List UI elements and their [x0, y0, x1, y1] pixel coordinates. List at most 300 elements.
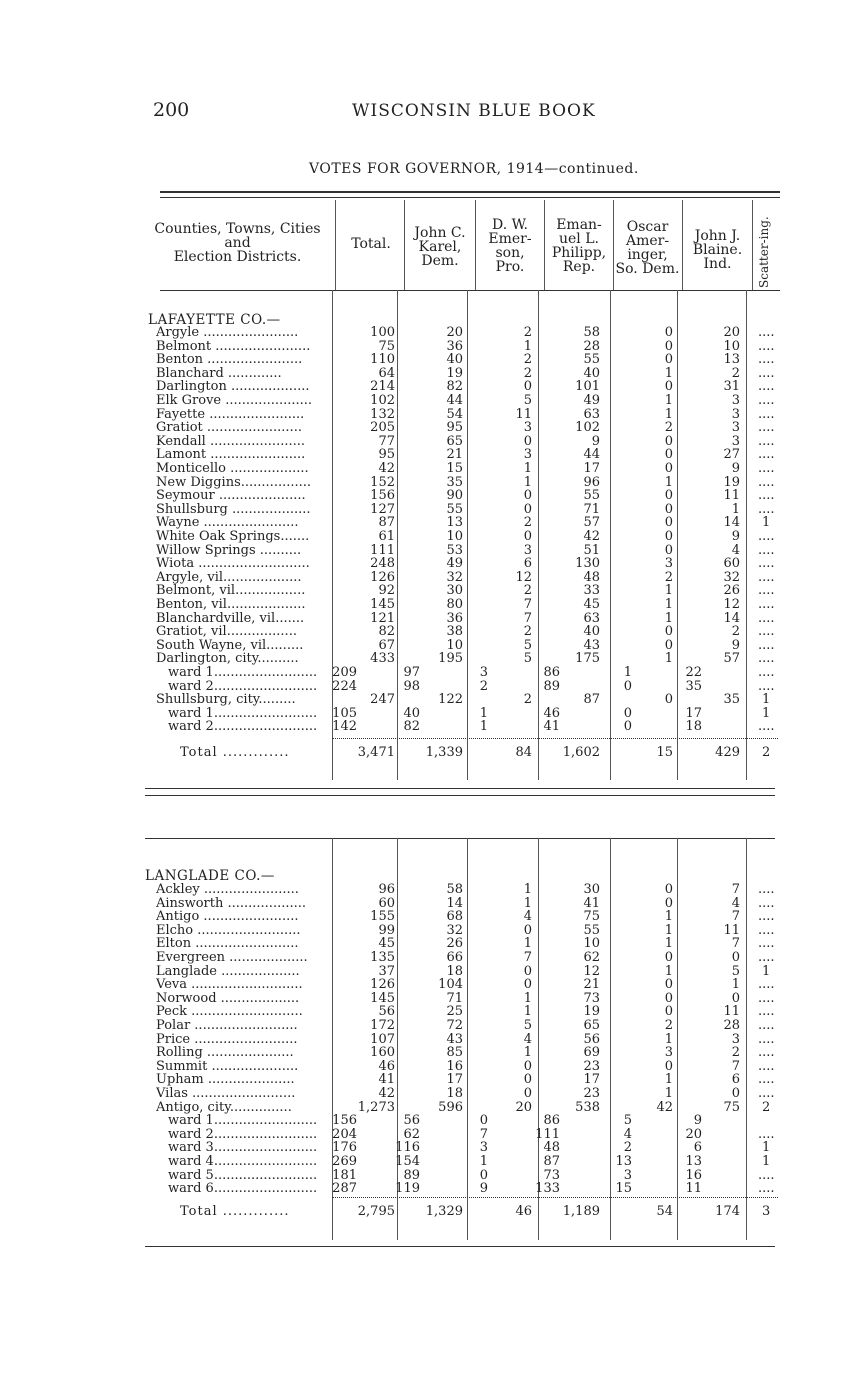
cell-scattering: ....: [758, 1031, 775, 1047]
county-name: LAFAYETTE CO.—: [148, 312, 281, 328]
cell-total: 45: [378, 936, 395, 952]
cell-emerson: 7: [523, 950, 532, 965]
cell-total: 127: [370, 501, 395, 517]
cell-blaine: 5: [731, 963, 740, 979]
cell-blaine: 11: [723, 1004, 740, 1020]
column-header-districts: [145, 222, 330, 264]
column-header-line: John C.: [414, 225, 466, 241]
cell-total: 145: [370, 990, 395, 1006]
cell-ameringer: 0: [664, 461, 673, 476]
total-row: [0, 746, 859, 760]
cell-philipp: 87: [583, 692, 600, 708]
cell-ameringer: 1: [664, 583, 673, 599]
column-header-line: Karel,: [418, 239, 462, 255]
cell-philipp: 19: [583, 1004, 600, 1020]
cell-emerson: 0: [523, 488, 532, 504]
column-header-line: Amer-: [625, 233, 670, 249]
cell-ameringer: 42: [656, 1099, 673, 1115]
cell-karel: 62: [403, 1126, 420, 1142]
cell-ameringer: 0: [664, 950, 673, 965]
cell-karel: 1,329: [425, 1204, 463, 1219]
cell-blaine: 17: [685, 705, 702, 721]
cell-total: 41: [378, 1072, 395, 1088]
district-name: Evergreen ...................: [156, 951, 308, 965]
cell-ameringer: 1: [664, 1072, 673, 1088]
cell-emerson: 4: [523, 909, 532, 925]
cell-emerson: 1: [479, 1154, 488, 1169]
cell-ameringer: 0: [664, 882, 673, 897]
cell-scattering: ....: [758, 1045, 775, 1061]
cell-scattering: ....: [758, 990, 775, 1006]
cell-karel: 25: [446, 1004, 463, 1020]
cell-total: 126: [370, 977, 395, 993]
cell-philipp: 30: [583, 882, 600, 897]
cell-emerson: 0: [523, 379, 532, 395]
cell-ameringer: 1: [664, 1086, 673, 1101]
district-name: Elton .........................: [156, 937, 299, 952]
cell-scattering: ....: [758, 393, 775, 408]
cell-karel: 53: [446, 542, 463, 558]
cell-blaine: 16: [685, 1167, 702, 1183]
cell-philipp: 96: [583, 474, 600, 490]
cell-philipp: 17: [583, 461, 600, 476]
cell-scattering: ....: [758, 583, 775, 599]
cell-scattering: 1: [762, 692, 771, 708]
cell-ameringer: 1: [664, 936, 673, 952]
cell-blaine: 20: [685, 1126, 702, 1142]
table-row: [0, 666, 859, 680]
cell-total: 42: [378, 461, 395, 476]
table-row: [0, 1114, 859, 1128]
cell-ameringer: 0: [664, 352, 673, 368]
district-name: Antigo .......................: [156, 910, 299, 925]
cell-blaine: 31: [723, 379, 740, 395]
cell-philipp: 101: [575, 379, 600, 395]
cell-scattering: 1: [762, 705, 771, 721]
cell-total: 2,795: [357, 1204, 395, 1219]
cell-karel: 32: [446, 569, 463, 585]
district-name: Benton, vil...................: [156, 598, 306, 612]
cell-total: 247: [370, 692, 395, 708]
cell-blaine: 2: [731, 624, 740, 640]
cell-ameringer: 0: [664, 529, 673, 544]
cell-total: 46: [378, 1058, 395, 1074]
cell-blaine: 174: [715, 1204, 740, 1219]
cell-emerson: 2: [523, 624, 532, 640]
cell-total: 1,273: [357, 1099, 395, 1115]
cell-blaine: 429: [715, 745, 740, 760]
cell-philipp: 55: [583, 488, 600, 504]
cell-philipp: 44: [583, 447, 600, 463]
cell-emerson: 0: [523, 501, 532, 517]
cell-emerson: 12: [515, 569, 532, 585]
district-name: Upham .....................: [156, 1073, 295, 1088]
cell-blaine: 3: [731, 1031, 740, 1047]
cell-blaine: 6: [693, 1140, 702, 1156]
cell-philipp: 17: [583, 1072, 600, 1088]
district-name: White Oak Springs.......: [156, 530, 310, 544]
cell-total: 60: [378, 895, 395, 911]
cell-total: 110: [370, 352, 395, 368]
district-name: Polar .........................: [156, 1019, 298, 1033]
cell-scattering: 2: [762, 745, 771, 760]
cell-total: 172: [370, 1018, 395, 1033]
cell-ameringer: 1: [664, 474, 673, 490]
cell-emerson: 0: [523, 922, 532, 938]
district-name: Belmont, vil.................: [156, 584, 306, 599]
cell-karel: 58: [446, 882, 463, 897]
cell-philipp: 63: [583, 610, 600, 626]
cell-ameringer: 3: [664, 1045, 673, 1061]
cell-scattering: ....: [758, 461, 775, 476]
cell-scattering: ....: [758, 922, 775, 938]
cell-emerson: 5: [523, 637, 532, 653]
cell-philipp: 28: [583, 338, 600, 354]
cell-philipp: 69: [583, 1045, 600, 1061]
cell-ameringer: 4: [623, 1126, 632, 1142]
cell-karel: 38: [446, 624, 463, 640]
district-name: Argyle .......................: [156, 326, 299, 340]
head-divider: [752, 200, 753, 290]
cell-scattering: ....: [758, 352, 775, 368]
cell-ameringer: 1: [664, 406, 673, 422]
column-header-emerson: [477, 218, 543, 274]
cell-ameringer: 54: [656, 1204, 673, 1219]
cell-total: 248: [370, 556, 395, 572]
table-row: [0, 448, 859, 462]
cell-emerson: 0: [523, 1072, 532, 1088]
cell-emerson: 5: [523, 1018, 532, 1033]
cell-blaine: 9: [693, 1113, 702, 1129]
cell-philipp: 175: [575, 651, 600, 667]
cell-karel: 49: [446, 556, 463, 572]
column-header-line: Rep.: [562, 259, 596, 275]
cell-scattering: ....: [758, 1167, 775, 1183]
cell-blaine: 0: [731, 990, 740, 1006]
subtotal-rule: [332, 1197, 778, 1198]
cell-scattering: ....: [758, 597, 775, 612]
cell-karel: 90: [446, 488, 463, 504]
cell-blaine: 4: [731, 895, 740, 911]
cell-blaine: 19: [723, 474, 740, 490]
table-row: [0, 1141, 859, 1155]
cell-emerson: 0: [479, 1113, 488, 1129]
cell-scattering: ....: [758, 447, 775, 463]
cell-philipp: 133: [535, 1181, 560, 1197]
cell-philipp: 89: [543, 678, 560, 694]
district-name: Lamont .......................: [156, 448, 306, 463]
district-name: Ackley .......................: [156, 883, 299, 897]
cell-ameringer: 2: [664, 420, 673, 436]
cell-philipp: 21: [583, 977, 600, 993]
column-header-line: Blaine.: [692, 242, 743, 258]
section-bottom-rule: [145, 1246, 775, 1247]
cell-karel: 56: [403, 1113, 420, 1129]
cell-karel: 97: [403, 665, 420, 680]
district-name: Shullsburg ...................: [156, 502, 311, 517]
cell-scattering: ....: [758, 420, 775, 436]
cell-blaine: 7: [731, 909, 740, 925]
cell-karel: 18: [446, 963, 463, 979]
cell-philipp: 48: [543, 1140, 560, 1156]
district-name: ward 2.........................: [168, 1127, 318, 1142]
cell-karel: 596: [438, 1099, 463, 1115]
cell-ameringer: 0: [664, 488, 673, 504]
cell-philipp: 41: [543, 719, 560, 735]
cell-total: 100: [370, 325, 395, 340]
cell-karel: 195: [438, 651, 463, 667]
cell-emerson: 0: [523, 529, 532, 544]
cell-emerson: 3: [479, 665, 488, 680]
column-header-line: Total.: [351, 236, 391, 252]
cell-philipp: 23: [583, 1058, 600, 1074]
table-row: [0, 462, 859, 476]
cell-scattering: ....: [758, 1072, 775, 1088]
district-name: ward 1.........................: [168, 666, 318, 680]
district-name: Monticello ...................: [156, 462, 309, 476]
district-name: Norwood ...................: [156, 991, 300, 1006]
head-divider: [404, 200, 405, 290]
column-header-line: Counties, Towns, Cities: [154, 221, 321, 237]
cell-total: 42: [378, 1086, 395, 1101]
cell-total: 209: [332, 665, 357, 680]
cell-emerson: 0: [523, 1058, 532, 1074]
cell-philipp: 46: [543, 705, 560, 721]
cell-scattering: 1: [762, 1154, 771, 1169]
column-header-line: Ind.: [703, 256, 732, 272]
cell-karel: 122: [438, 692, 463, 708]
cell-total: 92: [378, 583, 395, 599]
cell-scattering: ....: [758, 1018, 775, 1033]
cell-ameringer: 1: [664, 963, 673, 979]
cell-karel: 15: [446, 461, 463, 476]
column-header-line: and: [224, 235, 251, 251]
cell-philipp: 23: [583, 1086, 600, 1101]
cell-scattering: ....: [758, 338, 775, 354]
district-name: Gratiot, vil.................: [156, 625, 297, 640]
cell-blaine: 18: [685, 719, 702, 735]
cell-ameringer: 1: [664, 922, 673, 938]
table-row: [0, 408, 859, 422]
table-row: [0, 489, 859, 503]
section-bottom-rule: [145, 788, 775, 789]
cell-total: 160: [370, 1045, 395, 1061]
district-name: Kendall .......................: [156, 434, 305, 449]
cell-karel: 35: [446, 474, 463, 490]
total-label: Total .............: [180, 1205, 290, 1219]
running-title: WISCONSIN BLUE BOOK: [352, 101, 596, 121]
cell-ameringer: 1: [664, 393, 673, 408]
cell-ameringer: 0: [664, 895, 673, 911]
cell-emerson: 1: [523, 338, 532, 354]
cell-philipp: 538: [575, 1099, 600, 1115]
district-name: Shullsburg, city.........: [156, 693, 296, 708]
cell-philipp: 55: [583, 352, 600, 368]
cell-blaine: 9: [731, 461, 740, 476]
top-rule-2: [160, 197, 780, 198]
district-name: ward 6.........................: [168, 1182, 318, 1197]
cell-total: 99: [378, 922, 395, 938]
cell-emerson: 0: [523, 963, 532, 979]
table-row: [0, 421, 859, 435]
cell-ameringer: 2: [664, 569, 673, 585]
district-name: Veva ...........................: [156, 978, 303, 993]
cell-blaine: 0: [731, 1086, 740, 1101]
cell-karel: 95: [446, 420, 463, 436]
cell-ameringer: 1: [664, 365, 673, 381]
cell-total: 156: [370, 488, 395, 504]
cell-total: 56: [378, 1004, 395, 1020]
cell-emerson: 3: [523, 420, 532, 436]
cell-emerson: 7: [523, 597, 532, 612]
cell-blaine: 3: [731, 406, 740, 422]
district-name: Elcho .........................: [156, 923, 301, 938]
cell-karel: 65: [446, 433, 463, 449]
cell-blaine: 11: [685, 1181, 702, 1197]
column-header-line: John J.: [694, 228, 741, 244]
cell-blaine: 9: [731, 529, 740, 544]
cell-scattering: ....: [758, 637, 775, 653]
column-header-philipp: [546, 218, 612, 274]
section-top-rule: [145, 838, 775, 839]
table-row: [0, 978, 859, 992]
cell-emerson: 2: [479, 678, 488, 694]
table-row: [0, 1073, 859, 1087]
cell-ameringer: 0: [664, 1004, 673, 1020]
head-divider: [475, 200, 476, 290]
cell-karel: 116: [395, 1140, 420, 1156]
column-header-line: D. W.: [491, 217, 529, 233]
cell-total: 176: [332, 1140, 357, 1156]
cell-scattering: ....: [758, 977, 775, 993]
cell-philipp: 40: [583, 365, 600, 381]
top-rule-1: [160, 191, 780, 193]
cell-emerson: 0: [479, 1167, 488, 1183]
cell-blaine: 13: [685, 1154, 702, 1169]
cell-scattering: ....: [758, 542, 775, 558]
cell-philipp: 73: [543, 1167, 560, 1183]
cell-total: 433: [370, 651, 395, 667]
cell-karel: 26: [446, 936, 463, 952]
table-row: [0, 394, 859, 408]
cell-karel: 104: [438, 977, 463, 993]
cell-philipp: 130: [575, 556, 600, 572]
cell-emerson: 5: [523, 651, 532, 667]
cell-emerson: 1: [523, 1004, 532, 1020]
cell-emerson: 7: [479, 1126, 488, 1142]
cell-ameringer: 13: [615, 1154, 632, 1169]
table-row: [0, 707, 859, 721]
cell-ameringer: 0: [664, 501, 673, 517]
cell-karel: 89: [403, 1167, 420, 1183]
cell-ameringer: 0: [664, 977, 673, 993]
column-header-blaine: [684, 229, 751, 271]
cell-emerson: 9: [479, 1181, 488, 1197]
table-row: [0, 924, 859, 938]
cell-ameringer: 0: [664, 542, 673, 558]
cell-karel: 40: [446, 352, 463, 368]
table-row: [0, 1128, 859, 1142]
cell-ameringer: 1: [664, 651, 673, 667]
cell-philipp: 71: [583, 501, 600, 517]
cell-scattering: ....: [758, 365, 775, 381]
cell-emerson: 3: [523, 542, 532, 558]
cell-philipp: 102: [575, 420, 600, 436]
cell-philipp: 73: [583, 990, 600, 1006]
cell-scattering: 1: [762, 963, 771, 979]
cell-karel: 43: [446, 1031, 463, 1047]
cell-scattering: 1: [762, 515, 771, 531]
cell-total: 111: [370, 542, 395, 558]
cell-philipp: 65: [583, 1018, 600, 1033]
cell-total: 269: [332, 1154, 357, 1169]
cell-total: 105: [332, 705, 357, 721]
cell-philipp: 111: [535, 1126, 560, 1142]
district-name: Wiota ...........................: [156, 557, 310, 572]
cell-blaine: 0: [731, 950, 740, 965]
cell-emerson: 2: [523, 352, 532, 368]
district-name: ward 4.........................: [168, 1155, 318, 1169]
cell-ameringer: 0: [664, 325, 673, 340]
cell-emerson: 0: [523, 433, 532, 449]
cell-emerson: 46: [515, 1204, 532, 1219]
cell-total: 82: [378, 624, 395, 640]
cell-blaine: 32: [723, 569, 740, 585]
cell-karel: 80: [446, 597, 463, 612]
table-row: [0, 897, 859, 911]
district-name: Peck ...........................: [156, 1005, 303, 1020]
head-divider: [544, 200, 545, 290]
cell-total: 224: [332, 678, 357, 694]
district-name: ward 1.........................: [168, 1114, 318, 1129]
cell-philipp: 56: [583, 1031, 600, 1047]
column-header-line: inger,: [627, 247, 668, 263]
column-header-ameringer: [614, 220, 681, 276]
subtotal-rule: [332, 738, 778, 739]
table-row: [0, 1046, 859, 1060]
cell-karel: 119: [395, 1181, 420, 1197]
cell-philipp: 33: [583, 583, 600, 599]
cell-scattering: ....: [758, 678, 775, 694]
table-row: [0, 1033, 859, 1047]
table-row: [0, 1019, 859, 1033]
table-row: [0, 1169, 859, 1183]
cell-total: 126: [370, 569, 395, 585]
cell-ameringer: 0: [664, 515, 673, 531]
cell-blaine: 7: [731, 1058, 740, 1074]
cell-total: 67: [378, 637, 395, 653]
cell-philipp: 45: [583, 597, 600, 612]
cell-ameringer: 0: [664, 338, 673, 354]
district-name: Seymour .....................: [156, 489, 306, 504]
cell-emerson: 0: [523, 1086, 532, 1101]
cell-blaine: 35: [685, 678, 702, 694]
table-row: [0, 1060, 859, 1074]
cell-total: 95: [378, 447, 395, 463]
cell-blaine: 35: [723, 692, 740, 708]
cell-emerson: 1: [479, 719, 488, 735]
cell-total: 155: [370, 909, 395, 925]
cell-scattering: 3: [762, 1204, 771, 1219]
cell-blaine: 7: [731, 882, 740, 897]
cell-blaine: 3: [731, 393, 740, 408]
cell-karel: 40: [403, 705, 420, 721]
cell-total: 102: [370, 393, 395, 408]
cell-total: 205: [370, 420, 395, 436]
cell-ameringer: 0: [664, 990, 673, 1006]
cell-philipp: 12: [583, 963, 600, 979]
cell-emerson: 1: [523, 936, 532, 952]
